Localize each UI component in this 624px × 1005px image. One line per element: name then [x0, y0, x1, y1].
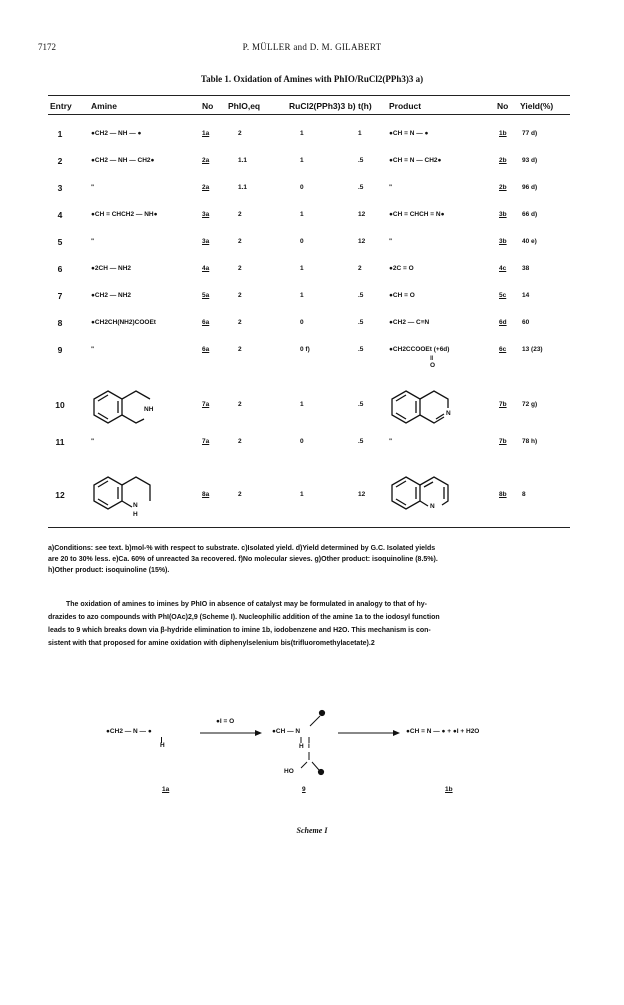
cell-phio: 2	[238, 319, 242, 326]
scheme-label-1b: 1b	[445, 786, 453, 793]
cell-product-oxygen: O	[430, 362, 436, 369]
scheme-intermediate-h: H	[299, 743, 304, 750]
cell-phio: 1.1	[238, 184, 248, 191]
cell-yield: 93 d)	[522, 157, 538, 164]
cell-entry: 5	[57, 237, 63, 247]
cell-ru-loading: 1	[300, 401, 304, 408]
col-header-product: Product	[389, 101, 422, 111]
cell-product: ●CH2 — C≡N	[389, 319, 430, 326]
cell-product-no: 7b	[499, 401, 507, 408]
table-caption: Table 1. Oxidation of Amines with PhIO/RuCl2(PPh3)3 a)	[200, 74, 424, 84]
cell-phio: 1.1	[238, 157, 248, 164]
cell-phio: 2	[238, 238, 242, 245]
cell-entry: 3	[57, 183, 63, 193]
cell-time: 12	[358, 211, 366, 218]
cell-phio: 2	[238, 491, 242, 498]
cell-product-dbl-bond: ‖	[430, 355, 434, 362]
cell-product: ●CH = N — ●	[389, 130, 429, 137]
cell-yield: 13 (23)	[522, 346, 543, 353]
cell-product: ●CH = O	[389, 292, 415, 299]
cell-amine: "	[91, 438, 95, 445]
scheme-reagent: ●I = O	[216, 718, 235, 725]
quinoline-structure	[386, 472, 466, 518]
cell-yield: 40 e)	[522, 238, 537, 245]
cell-ru-loading: 0	[300, 438, 304, 445]
scheme-reactant: ●CH2 — N — ●	[106, 728, 152, 735]
cell-phio: 2	[238, 211, 242, 218]
cell-no: 4a	[202, 265, 210, 272]
scheme-intermediate-i: I	[308, 743, 310, 750]
table-top-rule	[48, 95, 570, 96]
cell-entry: 12	[55, 490, 65, 500]
cell-yield: 14	[522, 292, 530, 299]
cell-time: 2	[358, 265, 362, 272]
struct-label-h-12: H	[133, 511, 138, 518]
cell-product: ●CH = N — CH2●	[389, 157, 442, 164]
cell-amine: ●CH2 — NH — ●	[91, 130, 142, 137]
footnote-line-3: h)Other product: isoquinoline (15%).	[48, 567, 170, 574]
cell-phio: 2	[238, 346, 242, 353]
cell-ru-loading: 1	[300, 491, 304, 498]
cell-ru-loading: 0	[300, 319, 304, 326]
cell-phio: 2	[238, 265, 242, 272]
cell-yield: 66 d)	[522, 211, 538, 218]
cell-time: .5	[358, 292, 364, 299]
cell-entry: 4	[57, 210, 63, 220]
scheme-intermediate-bonds	[296, 700, 336, 780]
cell-amine: "	[91, 184, 95, 191]
cell-time: 1	[358, 130, 362, 137]
cell-product-no: 1b	[499, 130, 507, 137]
cell-ru-loading: 0	[300, 238, 304, 245]
cell-entry: 11	[55, 437, 65, 447]
cell-entry: 9	[57, 345, 63, 355]
cell-no: 1a	[202, 130, 210, 137]
cell-amine: "	[91, 238, 95, 245]
cell-product-no: 2b	[499, 157, 507, 164]
cell-no: 7a	[202, 438, 210, 445]
scheme-intermediate: ●CH — N	[272, 728, 301, 735]
cell-no: 2a	[202, 184, 210, 191]
cell-time: 12	[358, 491, 366, 498]
footnote-line-2: are 20 to 30% less. e)Ca. 60% of unreacted 3a recovered. f)No molecular sieves. g)Other product: isoquinoline (8.5%).	[48, 556, 438, 563]
cell-amine: ●2CH — NH2	[91, 265, 132, 272]
cell-yield: 60	[522, 319, 530, 326]
cell-no: 3a	[202, 211, 210, 218]
cell-product: ●2C = O	[389, 265, 414, 272]
cell-product-no: 7b	[499, 438, 507, 445]
scheme-product: ●CH = N — ● + ●I + H2O	[406, 728, 480, 735]
cell-entry: 10	[55, 400, 65, 410]
scheme-reactant-h: H	[160, 742, 165, 749]
cell-no: 8a	[202, 491, 210, 498]
footnote-line-1: a)Conditions: see text. b)mol-% with respect to substrate. c)Isolated yield. d)Yield determined by G.C. Isolated yields	[48, 545, 436, 552]
cell-time: .5	[358, 438, 364, 445]
cell-amine: "	[91, 346, 95, 353]
cell-entry: 2	[57, 156, 63, 166]
table-header-rule	[48, 114, 570, 115]
cell-entry: 8	[57, 318, 63, 328]
scheme-arrow-1	[200, 730, 262, 736]
col-header-no: No	[202, 101, 214, 111]
body-line-4: sistent with that proposed for amine oxidation with diphenylselenium bis(trifluoromethylacetate).2	[48, 640, 375, 647]
cell-time: .5	[358, 157, 364, 164]
cell-time: .5	[358, 319, 364, 326]
cell-product-no: 3b	[499, 238, 507, 245]
cell-no: 6a	[202, 346, 210, 353]
scheme-intermediate-ho: HO	[284, 768, 294, 775]
cell-product-no: 2b	[499, 184, 507, 191]
cell-yield: 72 g)	[522, 401, 538, 408]
cell-yield: 96 d)	[522, 184, 538, 191]
col-header-entry: Entry	[50, 101, 72, 111]
struct-label-n-12: N	[133, 502, 138, 509]
scheme-label-1a: 1a	[162, 786, 170, 793]
cell-yield: 38	[522, 265, 530, 272]
col-header-ru: RuCl2(PPh3)3 b)	[289, 101, 356, 111]
struct-label-nh: NH	[144, 406, 154, 413]
cell-no: 7a	[202, 401, 210, 408]
struct-label-n-10: N	[446, 410, 451, 417]
scheme-arrow-2	[338, 730, 400, 736]
cell-ru-loading: 1	[300, 292, 304, 299]
tetrahydroquinoline-structure	[88, 472, 168, 518]
cell-yield: 77 d)	[522, 130, 538, 137]
cell-time: .5	[358, 346, 364, 353]
cell-amine: ●CH2CH(NH2)COOEt	[91, 319, 156, 326]
body-line-2: drazides to azo compounds with PhI(OAc)2,9 (Scheme I). Nucleophilic addition of the amine 1a to the iodosyl function	[48, 614, 440, 621]
cell-yield: 8	[522, 491, 526, 498]
cell-product-no: 6d	[499, 319, 507, 326]
cell-ru-loading: 0	[300, 184, 304, 191]
cell-ru-loading: 1	[300, 265, 304, 272]
cell-amine: ●CH = CHCH2 — NH●	[91, 211, 158, 218]
col-header-time: t(h)	[358, 101, 372, 111]
cell-phio: 2	[238, 292, 242, 299]
table-bottom-rule	[48, 527, 570, 528]
dihydroisoquinoline-structure	[386, 386, 466, 432]
cell-product-no: 3b	[499, 211, 507, 218]
cell-no: 6a	[202, 319, 210, 326]
cell-ru-loading: 1	[300, 130, 304, 137]
col-header-amine: Amine	[91, 101, 117, 111]
scheme-caption: Scheme I	[296, 826, 328, 835]
cell-entry: 1	[57, 129, 63, 139]
scheme-label-9: 9	[302, 786, 306, 793]
col-header-phio: PhIO,eq	[228, 101, 261, 111]
scheme-reactant-bond	[160, 737, 164, 743]
cell-no: 5a	[202, 292, 210, 299]
cell-product: "	[389, 438, 393, 445]
cell-phio: 2	[238, 438, 242, 445]
cell-product-no: 5c	[499, 292, 507, 299]
cell-ru-loading: 1	[300, 157, 304, 164]
cell-no: 3a	[202, 238, 210, 245]
cell-product: ●CH2CCOOEt (+6d)	[389, 346, 450, 353]
cell-ru-loading: 0 f)	[300, 346, 310, 353]
page-number: 7172	[38, 42, 56, 52]
cell-phio: 2	[238, 130, 242, 137]
cell-product: "	[389, 184, 393, 191]
col-header-no2: No	[497, 101, 509, 111]
cell-product: ●CH = CHCH = N●	[389, 211, 445, 218]
cell-time: 12	[358, 238, 366, 245]
col-header-yield: Yield(%)	[520, 101, 554, 111]
cell-product-no: 6c	[499, 346, 507, 353]
body-line-1: The oxidation of amines to imines by PhIO in absence of catalyst may be formulated in analogy to that of hy-	[66, 601, 427, 608]
cell-no: 2a	[202, 157, 210, 164]
cell-product: "	[389, 238, 393, 245]
cell-entry: 6	[57, 264, 63, 274]
cell-amine: ●CH2 — NH — CH2●	[91, 157, 155, 164]
tetrahydroisoquinoline-structure	[88, 386, 168, 432]
cell-product-no: 8b	[499, 491, 507, 498]
cell-ru-loading: 1	[300, 211, 304, 218]
cell-product-no: 4c	[499, 265, 507, 272]
cell-amine: ●CH2 — NH2	[91, 292, 132, 299]
body-line-3: leads to 9 which breaks down via β-hydride elimination to imine 1b, iodobenzene and H2O. This mechanism is con-	[48, 627, 431, 634]
struct-label-n-12b: N	[430, 503, 435, 510]
cell-time: .5	[358, 401, 364, 408]
cell-phio: 2	[238, 401, 242, 408]
running-head: P. MÜLLER and D. M. GILABERT	[242, 42, 382, 52]
cell-entry: 7	[57, 291, 63, 301]
cell-time: .5	[358, 184, 364, 191]
cell-yield: 78 h)	[522, 438, 538, 445]
